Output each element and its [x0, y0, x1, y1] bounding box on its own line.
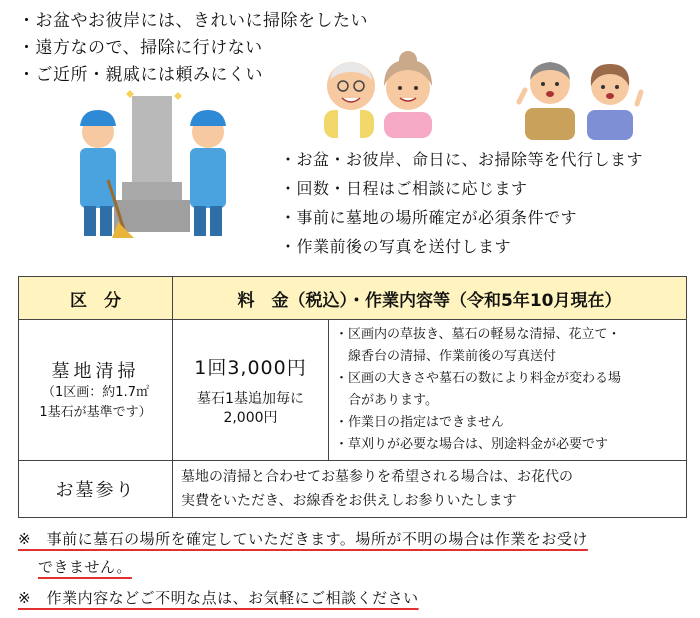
category-note-1: （1区画：約1.7㎡	[42, 385, 149, 400]
note-1-line-1: ※ 事前に墓石の場所を確定していただきます。場所が不明の場合は作業をお受け	[18, 530, 588, 548]
table-header-row	[19, 277, 687, 320]
service-item-1: ・お盆・お彼岸、命日に、お掃除等を代行します	[280, 150, 644, 169]
detail-line: ・区画内の草抜き、墓石の軽易な清掃、花立て・	[335, 327, 621, 342]
price-per-visit: 1回3,000円	[194, 356, 307, 379]
detail-line: 合があります。	[335, 393, 438, 408]
detail-line: ・区画の大きさや墓石の数により料金が変わる場	[335, 371, 622, 386]
elderly-couple-icon	[318, 46, 438, 138]
header-fee: 料 金（税込）・作業内容等（令和5年10月現在）	[173, 277, 687, 320]
concern-item-2: ・遠方なので、掃除に行けない	[18, 38, 263, 58]
detail-line: ・草刈りが必要な場合は、別途料金が必要です	[335, 437, 609, 452]
details-cell	[329, 320, 687, 461]
concern-item-1: ・お盆やお彼岸には、きれいに掃除をしたい	[18, 11, 368, 31]
fee-cell	[173, 320, 329, 461]
visit-description	[173, 461, 687, 518]
visit-text-2: 実費をいただき、お線香をお供えしお参りいたします	[181, 493, 517, 509]
table-row	[19, 461, 687, 518]
concern-item-3: ・ご近所・親戚には頼みにくい	[18, 65, 263, 85]
service-item-4: ・作業前後の写真を送付します	[280, 237, 512, 256]
category-visit: お墓参り	[55, 480, 136, 501]
category-cell	[19, 320, 173, 461]
service-item-3: ・事前に墓地の場所確定が必須条件です	[280, 208, 578, 227]
note-1-line-2: できません。	[38, 558, 132, 576]
category-cleaning: 墓地清掃	[51, 361, 140, 382]
detail-line: ・作業日の指定はできません	[335, 415, 505, 430]
surprised-couple-icon	[515, 52, 645, 140]
category-cell	[19, 461, 173, 518]
grave-cleaning-staff-icon	[74, 90, 236, 242]
table-row	[19, 320, 687, 461]
note-2: ※ 作業内容などご不明な点は、お気軽にご相談ください	[18, 589, 419, 607]
visit-text-1: 墓地の清掃と合わせてお墓参りを希望される場合は、お花代の	[181, 469, 573, 485]
service-item-2: ・回数・日程はご相談に応じます	[280, 179, 528, 198]
category-note-2: 1基石が基準です）	[39, 405, 152, 420]
detail-line: 線香台の清掃、作業前後の写真送付	[335, 349, 557, 364]
extra-fee-label: 墓石1基追加毎に	[197, 390, 304, 407]
header-category: 区 分	[19, 277, 173, 320]
extra-fee-amount: 2,000円	[223, 409, 278, 426]
price-table	[18, 276, 687, 518]
